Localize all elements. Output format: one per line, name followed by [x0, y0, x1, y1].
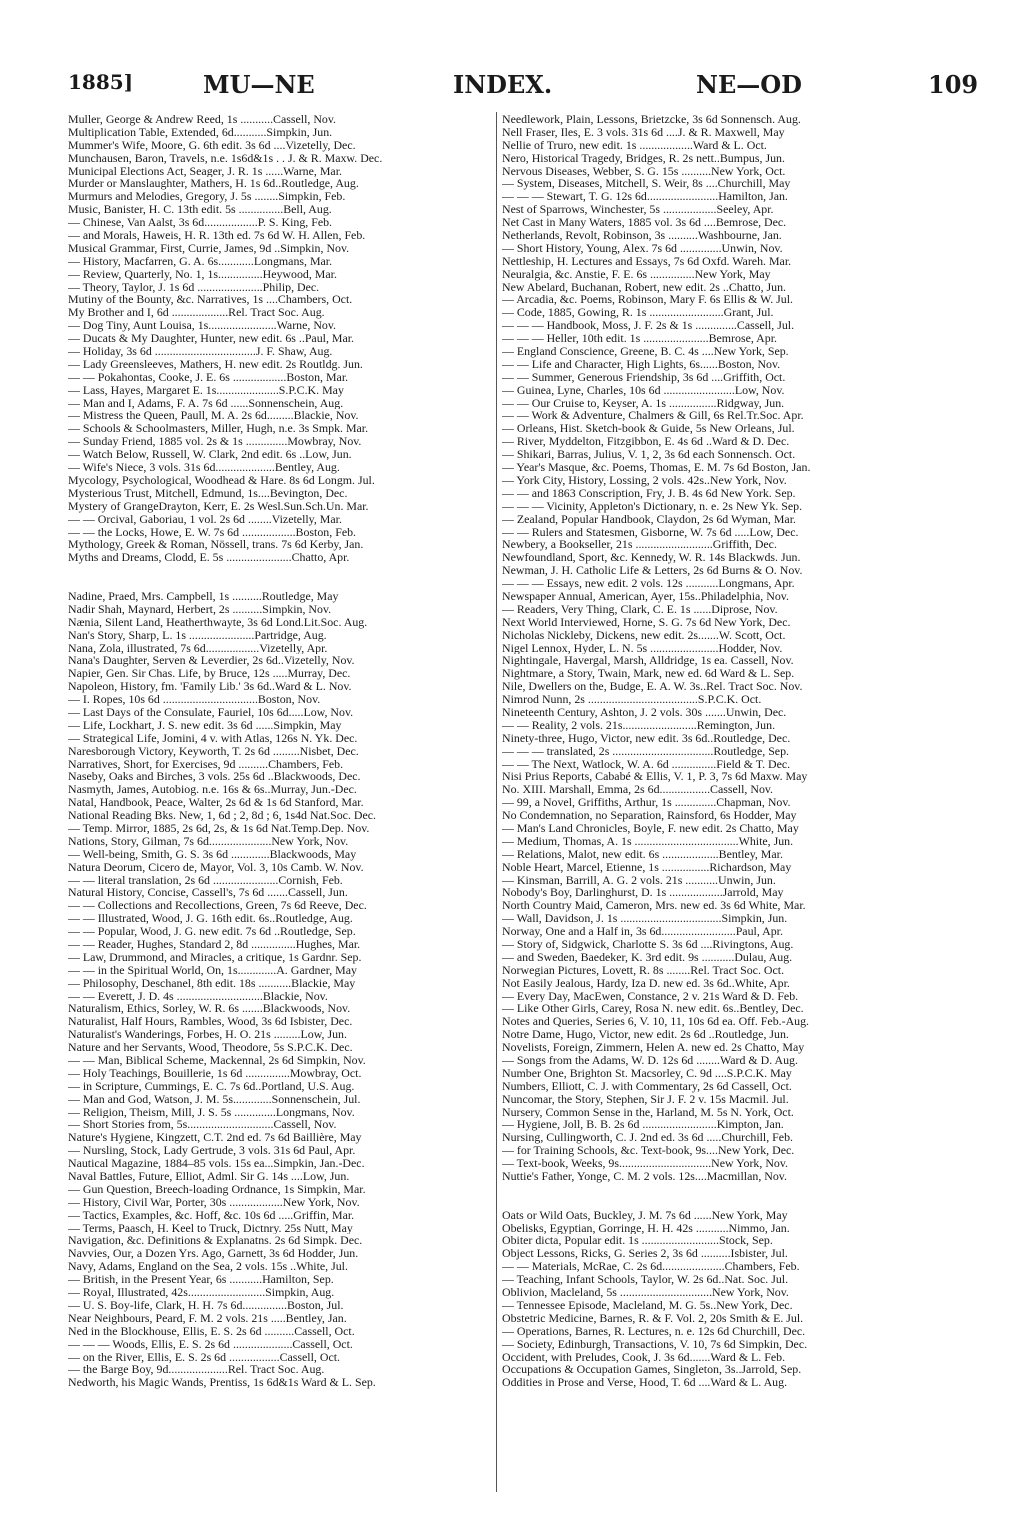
index-entry: — Religion, Theism, Mill, J. S. 5s ..............Longmans, Nov.	[68, 1105, 355, 1119]
index-entry: — Hygiene, Joll, B. B. 2s 6d .........................Kimpton, Jan.	[502, 1118, 784, 1132]
index-entry: Nervous Diseases, Webber, S. G. 15s ..........New York, Oct.	[502, 164, 786, 178]
index-entry: Norwegian Pictures, Lovett, R. 8s ........Rel. Tract Soc. Oct.	[502, 963, 785, 977]
index-entry: — — — translated, 2s ..................................Routledge, Sep.	[502, 744, 790, 758]
index-entry: Oats or Wild Oats, Buckley, J. M. 7s 6d ......New York, May	[502, 1208, 788, 1222]
index-entry: — Society, Edinburgh, Transactions, V. 10, 7s 6d Simpkin, Dec.	[502, 1337, 808, 1351]
index-entry: Mycology, Psychological, Woodhead & Hare. 8s 6d Longm. Jul.	[68, 473, 375, 487]
index-entry: — — Summer, Generous Friendship, 3s 6d ....Griffith, Oct.	[502, 370, 786, 384]
index-entry: — Holiday, 3s 6d ..................................J. F. Shaw, Aug.	[68, 345, 333, 358]
index-entry: Nightingale, Havergal, Marsh, Alldridge, 1s ea. Cassell, Nov.	[502, 654, 794, 668]
index-entry: Notes and Queries, Series 6, V. 10, 11, 10s 6d ea. Off. Feb.-Aug.	[502, 1015, 810, 1029]
index-entry: Oblivion, Macleland, 5s ...............................New York, Nov.	[502, 1286, 789, 1299]
index-entry: — the Barge Boy, 9d....................Rel. Tract Soc. Aug.	[68, 1363, 325, 1377]
index-entry: — Temp. Mirror, 1885, 2s 6d, 2s, & 1s 6d Nat.Temp.Dep. Nov.	[68, 821, 370, 835]
index-entry: — Strategical Life, Jomini, 4 v. with Atlas, 126s N. Yk. Dec.	[68, 731, 358, 745]
index-entry: — Tennessee Episode, Macleland, M. G. 5s..New York, Dec.	[502, 1298, 793, 1312]
index-entry: Net Cast in Many Waters, 1885 vol. 3s 6d ....Bemrose, Dec.	[502, 216, 787, 230]
index-entry: Musical Grammar, First, Currie, James, 9d ..Simpkin, Nov.	[68, 241, 350, 255]
index-entry: — Lady Greensleeves, Mathers, H. new edit. 2s Routldg. Jun.	[68, 357, 363, 371]
index-entry: — British, in the Present Year, 6s ...........Hamilton, Sep.	[68, 1273, 334, 1287]
index-entry: — Medium, Thomas, A. 1s ...................................White, Jun.	[502, 834, 794, 848]
index-entry: — — — Stewart, T. G. 12s 6d........................Hamilton, Jan.	[502, 190, 788, 204]
index-entry: Nautical Magazine, 1884–85 vols. 15s ea...Simpkin, Jan.-Dec.	[68, 1157, 365, 1171]
index-entry: Novelists, Foreign, Zimmern, Helen A. new ed. 2s Chatto, May	[502, 1041, 805, 1055]
index-entry: — Lass, Hayes, Margaret E. 1s.....................S.P.C.K. May	[68, 383, 344, 397]
index-entry: — — — Essays, new edit. 2 vols. 12s ...........Longmans, Apr.	[502, 577, 795, 590]
index-entry: Muller, George & Andrew Reed, 1s ...........Cassell, Nov.	[68, 113, 337, 126]
index-entry: — Code, 1885, Gowing, R. 1s .........................Grant, Jul.	[502, 306, 774, 320]
index-entry: Myths and Dreams, Clodd, E. 5s ......................Chatto, Apr.	[68, 551, 350, 565]
index-entry: — Schools & Schoolmasters, Miller, Hugh, n.e. 3s Smpk. Mar.	[68, 422, 369, 436]
index-entry: Naval Battles, Future, Elliot, Adml. Sir G. 14s ....Low, Jun.	[68, 1170, 350, 1183]
index-entry: Nineteenth Century, Ashton, J. 2 vols. 30s .......Unwin, Dec.	[502, 705, 787, 719]
index-entry: Nobody's Boy, Darlinghurst, D. 1s ..................Jarrold, May	[502, 886, 784, 900]
index-entry: — I. Ropes, 10s 6d ................................Boston, Nov.	[68, 693, 321, 706]
index-entry: Obiter dicta, Popular edit. 1s ..........................Stock, Sep.	[502, 1234, 773, 1248]
index-entry: — — Work & Adventure, Chalmers & Gill, 6s Rel.Tr.Soc. Apr.	[502, 409, 804, 423]
index-entry: Naresborough Victory, Keyworth, T. 2s 6d .........Nisbet, Dec.	[68, 744, 359, 758]
index-entry: — Sunday Friend, 1885 vol. 2s & 1s ..............Mowbray, Nov.	[68, 435, 362, 449]
index-entry: Nell Fraser, Iles, E. 3 vols. 31s 6d ....J. & R. Maxwell, May	[502, 125, 785, 139]
index-entry: — Songs from the Adams, W. D. 12s 6d ........Ward & D. Aug.	[502, 1054, 798, 1067]
index-entry: Obstetric Medicine, Barnes, R. & F. Vol. 2, 20s Smith & E. Jul.	[502, 1311, 804, 1325]
index-entry: Nigel Lennox, Hyder, L. N. 5s .......................Hodder, Nov.	[502, 641, 783, 655]
index-entry: Newbery, a Bookseller, 21s ..........................Griffith, Dec.	[502, 538, 777, 552]
index-entry: — History, Macfarren, G. A. 6s............Longmans, Mar.	[68, 254, 333, 268]
index-entry: — Gun Question, Breech-loading Ordnance, 1s Simpkin, Mar.	[68, 1182, 366, 1196]
index-entry: Newspaper Annual, American, Ayer, 15s..Philadelphia, Nov.	[502, 589, 789, 603]
index-entry: Naturalism, Ethics, Sorley, W. R. 6s .......Blackwoods, Nov.	[68, 1002, 351, 1016]
index-entry: — Operations, Barnes, R. Lectures, n. e. 12s 6d Churchill, Dec.	[502, 1324, 806, 1338]
index-entry: — — the Locks, Howe, E. W. 7s 6d ..................Boston, Feb.	[68, 525, 357, 539]
index-entry: — — Everett, J. D. 4s .............................Blackie, Nov.	[68, 989, 328, 1003]
index-entry: — Last Days of the Consulate, Fauriel, 10s 6d.....Low, Nov.	[68, 705, 354, 719]
index-entry: Number One, Brighton St. Macsorley, C. 9d ....S.P.C.K. May	[502, 1066, 792, 1080]
index-entry: — History, Civil War, Porter, 30s ..................New York, Nov.	[68, 1195, 360, 1209]
index-entry: — in Scripture, Cummings, E. C. 7s 6d..Portland, U.S. Aug.	[68, 1079, 355, 1093]
index-entry: — — — Heller, 10th edit. 1s ......................Bemrose, Apr.	[502, 332, 777, 346]
index-entry: Nisi Prius Reports, Cababé & Ellis, V. 1, P. 3, 7s 6d Maxw. May	[502, 770, 808, 784]
index-entry: Navy, Adams, England on the Sea, 2 vols. 15s ..White, Jul.	[68, 1260, 348, 1274]
index-entry: Newman, J. H. Catholic Life & Letters, 2s 6d Burns & O. Nov.	[502, 564, 803, 578]
index-entry: Natural History, Concise, Cassell's, 7s 6d .......Cassell, Jun.	[68, 886, 348, 900]
index-entry: Obelisks, Egyptian, Gorringe, H. H. 42s ...........Nimmo, Jan.	[502, 1221, 790, 1235]
index-entry: Nan's Story, Sharp, L. 1s ......................Partridge, Aug.	[68, 628, 327, 642]
section-gap	[68, 577, 496, 590]
index-entry: — System, Diseases, Mitchell, S. Weir, 8s ....Churchill, May	[502, 177, 791, 191]
index-entry: Nuncomar, the Story, Stephen, Sir J. F. 2 v. 15s Macmil. Jul.	[502, 1092, 789, 1106]
index-entry: — Man and God, Watson, J. M. 5s.............Sonnenschein, Jul.	[68, 1092, 361, 1106]
index-entry: — and Morals, Haweis, H. R. 13th ed. 7s 6d W. H. Allen, Feb.	[68, 229, 366, 242]
column-divider	[496, 112, 497, 1492]
index-entry: — — and 1863 Conscription, Fry, J. B. 4s 6d New York. Sep.	[502, 486, 796, 500]
index-entry: — — Orcival, Gaboriau, 1 vol. 2s 6d ........Vizetelly, Mar.	[68, 512, 342, 526]
index-entry: — Shikari, Barras, Julius, V. 1, 2, 3s 6d each Sonnensch. Oct.	[502, 448, 796, 462]
index-entry: — Man and I, Adams, F. A. 7s 6d ......Sonnenschein, Aug.	[68, 396, 344, 410]
index-entry: Nuttie's Father, Yonge, C. M. 2 vols. 12s....Macmillan, Nov.	[502, 1170, 787, 1183]
page-number: 109	[928, 70, 979, 99]
index-entry: — Royal, Illustrated, 42s..........................Simpkin, Aug.	[68, 1286, 335, 1299]
index-entry: Nations, Story, Gilman, 7s 6d.....................New York, Nov.	[68, 834, 349, 848]
section-gap	[502, 1183, 948, 1196]
index-entry: Nicholas Nickleby, Dickens, new edit. 2s.......W. Scott, Oct.	[502, 628, 786, 642]
index-entry: — Philosophy, Deschanel, 8th edit. 18s ...........Blackie, May	[68, 976, 356, 990]
index-entry: Not Easily Jealous, Hardy, Iza D. new ed. 3s 6d..White, Apr.	[502, 976, 790, 990]
index-entry: — — Our Cruise to, Keyser, A. 1s ................Ridgway, Jun.	[502, 396, 785, 410]
index-entry: — — Rulers and Statesmen, Gisborne, W. 7s 6d .....Low, Dec.	[502, 525, 799, 539]
index-entry: — Year's Masque, &c. Poems, Thomas, E. M. 7s 6d Boston, Jan.	[502, 461, 811, 474]
index-entry: Natura Deorum, Cicero de, Mayor, Vol. 3, 10s Camb. W. Nov.	[68, 860, 364, 874]
index-entry: Ninety-three, Hugo, Victor, new edit. 3s 6d..Routledge, Dec.	[502, 731, 791, 745]
index-entry: National Reading Bks. New, 1, 6d ; 2, 8d ; 6, 1s4d Nat.Soc. Dec.	[68, 809, 377, 822]
index-entry: — Orleans, Hist. Sketch-book & Guide, 5s New Orleans, Jul.	[502, 422, 795, 436]
index-entry: Newfoundland, Sport, &c. Kennedy, W. R. 14s Blackwds. Jun.	[502, 551, 801, 565]
index-entry: — — Popular, Wood, J. G. new edit. 7s 6d ..Routledge, Sep.	[68, 925, 356, 938]
index-entry: — Every Day, MacEwen, Constance, 2 v. 21s Ward & D. Feb.	[502, 989, 799, 1003]
header-year: 1885]	[68, 70, 134, 94]
index-entry: — Zealand, Popular Handbook, Claydon, 2s 6d Wyman, Mar.	[502, 512, 796, 526]
index-entry: — Terms, Paasch, H. Keel to Truck, Dictnry. 25s Nutt, May	[68, 1221, 353, 1235]
index-entry: Nellie of Truro, new edit. 1s ..................Ward & L. Oct.	[502, 138, 767, 152]
index-entry: — Story of, Sidgwick, Charlotte S. 3s 6d ....Rivingtons, Aug.	[502, 938, 794, 951]
index-entry: Mystery of GrangeDrayton, Kerr, E. 2s Wesl.Sun.Sch.Un. Mar.	[68, 499, 369, 513]
index-entry: — — Reality, 2 vols. 21s.........................Remington, Jun.	[502, 718, 776, 732]
index-entry: Nænia, Silent Land, Heatherthwayte, 3s 6d Lond.Lit.Soc. Aug.	[68, 615, 368, 629]
index-entry: — England Conscience, Greene, B. C. 4s ....New York, Sep.	[502, 345, 789, 358]
index-entry: Mummer's Wife, Moore, G. 6th edit. 3s 6d ....Vizetelly, Dec.	[68, 138, 356, 152]
section-gap	[68, 564, 496, 577]
page-header	[68, 70, 979, 106]
index-entry: Nadir Shah, Maynard, Herbert, 2s ..........Simpkin, Nov.	[68, 602, 332, 616]
index-entry: My Brother and I, 6d ...................Rel. Tract Soc. Aug.	[68, 306, 325, 320]
index-entry: Narratives, Short, for Exercises, 9d ..........Chambers, Feb.	[68, 757, 344, 771]
index-entry: Municipal Elections Act, Seager, J. R. 1s ......Warne, Mar.	[68, 164, 342, 178]
index-entry: Norway, One and a Half in, 3s 6d.........................Paul, Apr.	[502, 925, 783, 938]
index-entry: — Man's Land Chronicles, Boyle, F. new edit. 2s Chatto, May	[502, 821, 799, 835]
index-entry: Munchausen, Baron, Travels, n.e. 1s6d&1s . . J. & R. Maxw. Dec.	[68, 151, 383, 165]
index-entry: — — Collections and Recollections, Green, 7s 6d Reeve, Dec.	[68, 899, 367, 913]
right-index-column	[502, 113, 948, 1493]
index-entry: — Life, Lockhart, J. S. new edit. 3s 6d ......Simpkin, May	[68, 718, 342, 732]
index-entry: Occupations & Occupation Games, Singleton, 3s..Jarrold, Sep.	[502, 1363, 802, 1377]
index-entry: — 99, a Novel, Griffiths, Arthur, 1s ..............Chapman, Nov.	[502, 796, 791, 810]
section-gap	[502, 1196, 948, 1209]
index-entry: Nature's Hygiene, Kingzett, C.T. 2nd ed. 7s 6d Baillière, May	[68, 1131, 362, 1145]
index-entry: — Relations, Malot, new edit. 6s ...................Bentley, Mar.	[502, 847, 783, 861]
index-entry: — Kinsman, Barrill, A. G. 2 vols. 21s ...........Unwin, Jun.	[502, 873, 776, 887]
index-entry: Napoleon, History, fm. 'Family Lib.' 3s 6d..Ward & L. Nov.	[68, 680, 352, 694]
index-entry: — and Sweden, Baedeker, K. 3rd edit. 9s ...........Dulau, Aug.	[502, 950, 793, 964]
index-entry: Nursing, Cullingworth, C. J. 2nd ed. 3s 6d .....Churchill, Feb.	[502, 1131, 793, 1145]
index-entry: — — Materials, McRae, C. 2s 6d.....................Chambers, Feb.	[502, 1260, 800, 1274]
index-entry: Naseby, Oaks and Birches, 3 vols. 25s 6d ..Blackwoods, Dec.	[68, 770, 361, 784]
index-entry: Nero, Historical Tragedy, Bridges, R. 2s nett..Bumpus, Jun.	[502, 151, 785, 165]
index-entry: — River, Myddelton, Fitzgibbon, E. 4s 6d ..Ward & D. Dec.	[502, 435, 790, 449]
index-entry: Nadine, Praed, Mrs. Campbell, 1s ..........Routledge, May	[68, 589, 339, 603]
index-entry: Mythology, Greek & Roman, Nössell, trans. 7s 6d Kerby, Jan.	[68, 538, 364, 552]
index-entry: — U. S. Boy-life, Clark, H. H. 7s 6d...............Boston, Jul.	[68, 1298, 344, 1312]
index-entry: Nana's Daughter, Serven & Leverdier, 2s 6d..Vizetelly, Nov.	[68, 654, 355, 668]
index-entry: — — Illustrated, Wood, J. G. 16th edit. 6s..Routledge, Aug.	[68, 912, 353, 926]
index-entry: — York City, History, Lossing, 2 vols. 42s..New York, Nov.	[502, 473, 787, 487]
index-entry: — Nursling, Stock, Lady Gertrude, 3 vols. 31s 6d Paul, Apr.	[68, 1144, 356, 1158]
index-entry: — Law, Drummond, and Miracles, a critique, 1s Gardnr. Sep.	[68, 950, 362, 964]
index-entry: Murder or Manslaughter, Mathers, H. 1s 6d..Routledge, Aug.	[68, 177, 359, 191]
index-entry: Naturalist, Half Hours, Rambles, Wood, 3s 6d Isbister, Dec.	[68, 1015, 353, 1029]
index-entry: Noble Heart, Marcel, Etienne, 1s ................Richardson, May	[502, 860, 792, 874]
index-entry: Nursery, Common Sense in the, Harland, M. 5s N. York, Oct.	[502, 1105, 794, 1119]
index-entry: — for Training Schools, &c. Text-book, 9s....New York, Dec.	[502, 1144, 795, 1158]
index-entry: Neuralgia, &c. Anstie, F. E. 6s ...............New York, May	[502, 267, 771, 281]
index-entry: — Readers, Very Thing, Clark, C. E. 1s ......Diprose, Nov.	[502, 602, 778, 616]
index-entry: Nile, Dwellers on the, Budge, E. A. W. 3s..Rel. Tract Soc. Nov.	[502, 680, 803, 694]
index-entry: Occident, with Preludes, Cook, J. 3s 6d.......Ward & L. Feb.	[502, 1350, 786, 1364]
index-entry: Naturalist's Wanderings, Forbes, H. O. 21s .........Low, Jun.	[68, 1028, 347, 1042]
header-right-range: NE—OD	[696, 70, 802, 99]
left-index-column	[68, 113, 496, 1493]
index-entry: Oddities in Prose and Verse, Hood, T. 6d ....Ward & L. Aug.	[502, 1376, 788, 1390]
index-entry: — Watch Below, Russell, W. Clark, 2nd edit. 6s ..Low, Jun.	[68, 448, 352, 462]
index-entry: — Chinese, Van Aalst, 3s 6d..................P. S. King, Feb.	[68, 216, 333, 230]
index-entry: — Dog Tiny, Aunt Louisa, 1s.......................Warne, Nov.	[68, 319, 337, 333]
index-entry: — Holy Teachings, Bouillerie, 1s 6d ...............Mowbray, Oct.	[68, 1066, 362, 1080]
index-entry: Nedworth, his Magic Wands, Prentiss, 1s 6d&1s Ward & L. Sep.	[68, 1376, 376, 1390]
index-entry: Nimrod Nunn, 2s .....................................S.P.C.K. Oct.	[502, 693, 762, 706]
index-entry: — — — Handbook, Moss, J. F. 2s & 1s ..............Cassell, Jul.	[502, 319, 795, 333]
index-entry: Near Neighbours, Peard, F. M. 2 vols. 21s .....Bentley, Jan.	[68, 1311, 347, 1325]
index-entry: — — Pokahontas, Cooke, J. E. 6s ..................Boston, Mar.	[68, 370, 349, 384]
index-entry: — — literal translation, 2s 6d ......................Cornish, Feb.	[68, 873, 343, 887]
index-entry: — — The Next, Watlock, W. A. 6d ...............Field & T. Dec.	[502, 757, 791, 771]
index-entry: — Mistress the Queen, Paull, M. A. 2s 6d.........Blackie, Nov.	[68, 409, 359, 423]
header-title: INDEX.	[453, 70, 553, 99]
index-entry: — Like Other Girls, Carey, Rosa N. new edit. 6s..Bentley, Dec.	[502, 1002, 804, 1016]
index-entry: — on the River, Ellis, E. S. 2s 6d .................Cassell, Oct.	[68, 1350, 341, 1364]
index-entry: New Abelard, Buchanan, Robert, new edit. 2s ..Chatto, Jun.	[502, 280, 786, 294]
index-entry: — — Reader, Hughes, Standard 2, 8d ...............Hughes, Mar.	[68, 938, 361, 951]
index-entry: — Tactics, Examples, &c. Hoff, &c. 10s 6d .....Griffin, Mar.	[68, 1208, 355, 1222]
index-entry: Murmurs and Melodies, Gregory, J. 5s ........Simpkin, Feb.	[68, 190, 346, 204]
index-entry: Nettleship, H. Lectures and Essays, 7s 6d Oxfd. Wareh. Mar.	[502, 254, 792, 268]
header-left-range: MU—NE	[203, 70, 315, 99]
index-entry: — — in the Spiritual World, On, 1s.............A. Gardner, May	[68, 963, 357, 977]
index-entry: Notre Dame, Hugo, Victor, new edit. 2s 6d ..Routledge, Jun.	[502, 1028, 789, 1042]
index-entry: Object Lessons, Ricks, G. Series 2, 3s 6d ..........Isbister, Jul.	[502, 1247, 788, 1261]
index-entry: — Teaching, Infant Schools, Taylor, W. 2s 6d..Nat. Soc. Jul.	[502, 1273, 789, 1287]
index-entry: — Arcadia, &c. Poems, Robinson, Mary F. 6s Ellis & W. Jul.	[502, 293, 794, 307]
index-entry: Mysterious Trust, Mitchell, Edmund, 1s....Bevington, Dec.	[68, 486, 348, 500]
index-entry: — — Man, Biblical Scheme, Mackennal, 2s 6d Simpkin, Nov.	[68, 1054, 366, 1067]
index-entry: Nightmare, a Story, Twain, Mark, new ed. 6d Ward & L. Sep.	[502, 667, 795, 681]
index-entry: Nature and her Servants, Wood, Theodore, 5s S.P.C.K. Dec.	[68, 1041, 353, 1055]
index-entry: Numbers, Elliott, C. J. with Commentary, 2s 6d Cassell, Oct.	[502, 1079, 792, 1093]
index-entry: Netherlands, Revolt, Robinson, 3s ..........Washbourne, Jan.	[502, 229, 782, 242]
index-entry: Navvies, Our, a Dozen Yrs. Ago, Garnett, 3s 6d Hodder, Jun.	[68, 1247, 359, 1261]
index-entry: — Wall, Davidson, J. 1s ..................................Simpkin, Jun.	[502, 912, 788, 926]
index-entry: No. XIII. Marshall, Emma, 2s 6d.................Cassell, Nov.	[502, 783, 774, 797]
index-entry: Nasmyth, James, Autobiog. n.e. 16s & 6s..Murray, Jun.-Dec.	[68, 783, 357, 797]
index-entry: Mutiny of the Bounty, &c. Narratives, 1s ....Chambers, Oct.	[68, 293, 353, 307]
index-entry: Ned in the Blockhouse, Ellis, E. S. 2s 6d ..........Cassell, Oct.	[68, 1324, 355, 1338]
index-entry: No Condemnation, no Separation, Rainsford, 6s Hodder, May	[502, 809, 797, 822]
index-entry: Multiplication Table, Extended, 6d...........Simpkin, Jun.	[68, 125, 333, 139]
index-entry: Nana, Zola, illustrated, 7s 6d..................Vizetelly, Apr.	[68, 641, 328, 655]
index-entry: — Short History, Young, Alex. 7s 6d ..............Unwin, Nov.	[502, 241, 783, 255]
index-entry: Natal, Handbook, Peace, Walter, 2s 6d & 1s 6d Stanford, Mar.	[68, 796, 364, 810]
index-entry: Navigation, &c. Definitions & Explanatns. 2s 6d Simpk. Dec.	[68, 1234, 363, 1248]
index-entry: — Review, Quarterly, No. 1, 1s...............Heywood, Mar.	[68, 267, 337, 281]
index-entry: — Ducats & My Daughter, Hunter, new edit. 6s ..Paul, Mar.	[68, 332, 355, 346]
index-entry: — Theory, Taylor, J. 1s 6d ......................Philip, Dec.	[68, 280, 320, 294]
index-entry: — Short Stories from, 5s.............................Cassell, Nov.	[68, 1118, 337, 1132]
index-entry: Needlework, Plain, Lessons, Brietzcke, 3s 6d Sonnensch. Aug.	[502, 113, 801, 126]
index-entry: — Text-book, Weeks, 9s...............................New York, Nov.	[502, 1157, 788, 1171]
index-entry: North Country Maid, Cameron, Mrs. new ed. 3s 6d White, Mar.	[502, 899, 806, 913]
index-entry: Next World Interviewed, Horne, S. G. 7s 6d New York, Dec.	[502, 615, 791, 629]
index-entry: Nest of Sparrows, Winchester, 5s ..................Seeley, Apr.	[502, 203, 774, 217]
index-entry: Napier, Gen. Sir Chas. Life, by Bruce, 12s .....Murray, Dec.	[68, 667, 351, 681]
index-entry: — Well-being, Smith, G. S. 3s 6d .............Blackwoods, May	[68, 847, 357, 861]
index-entry: — — — Vicinity, Appleton's Dictionary, n. e. 2s New Yk. Sep.	[502, 499, 803, 513]
index-entry: — — — Woods, Ellis, E. S. 2s 6d ....................Cassell, Oct.	[68, 1337, 353, 1351]
index-entry: — Guinea, Lyne, Charles, 10s 6d ........................Low, Nov.	[502, 383, 785, 397]
index-entry: — Wife's Niece, 3 vols. 31s 6d....................Bentley, Aug.	[68, 461, 340, 474]
index-entry: Music, Banister, H. C. 13th edit. 5s ...............Bell, Aug.	[68, 203, 332, 217]
index-entry: — — Life and Character, High Lights, 6s......Boston, Nov.	[502, 357, 781, 371]
